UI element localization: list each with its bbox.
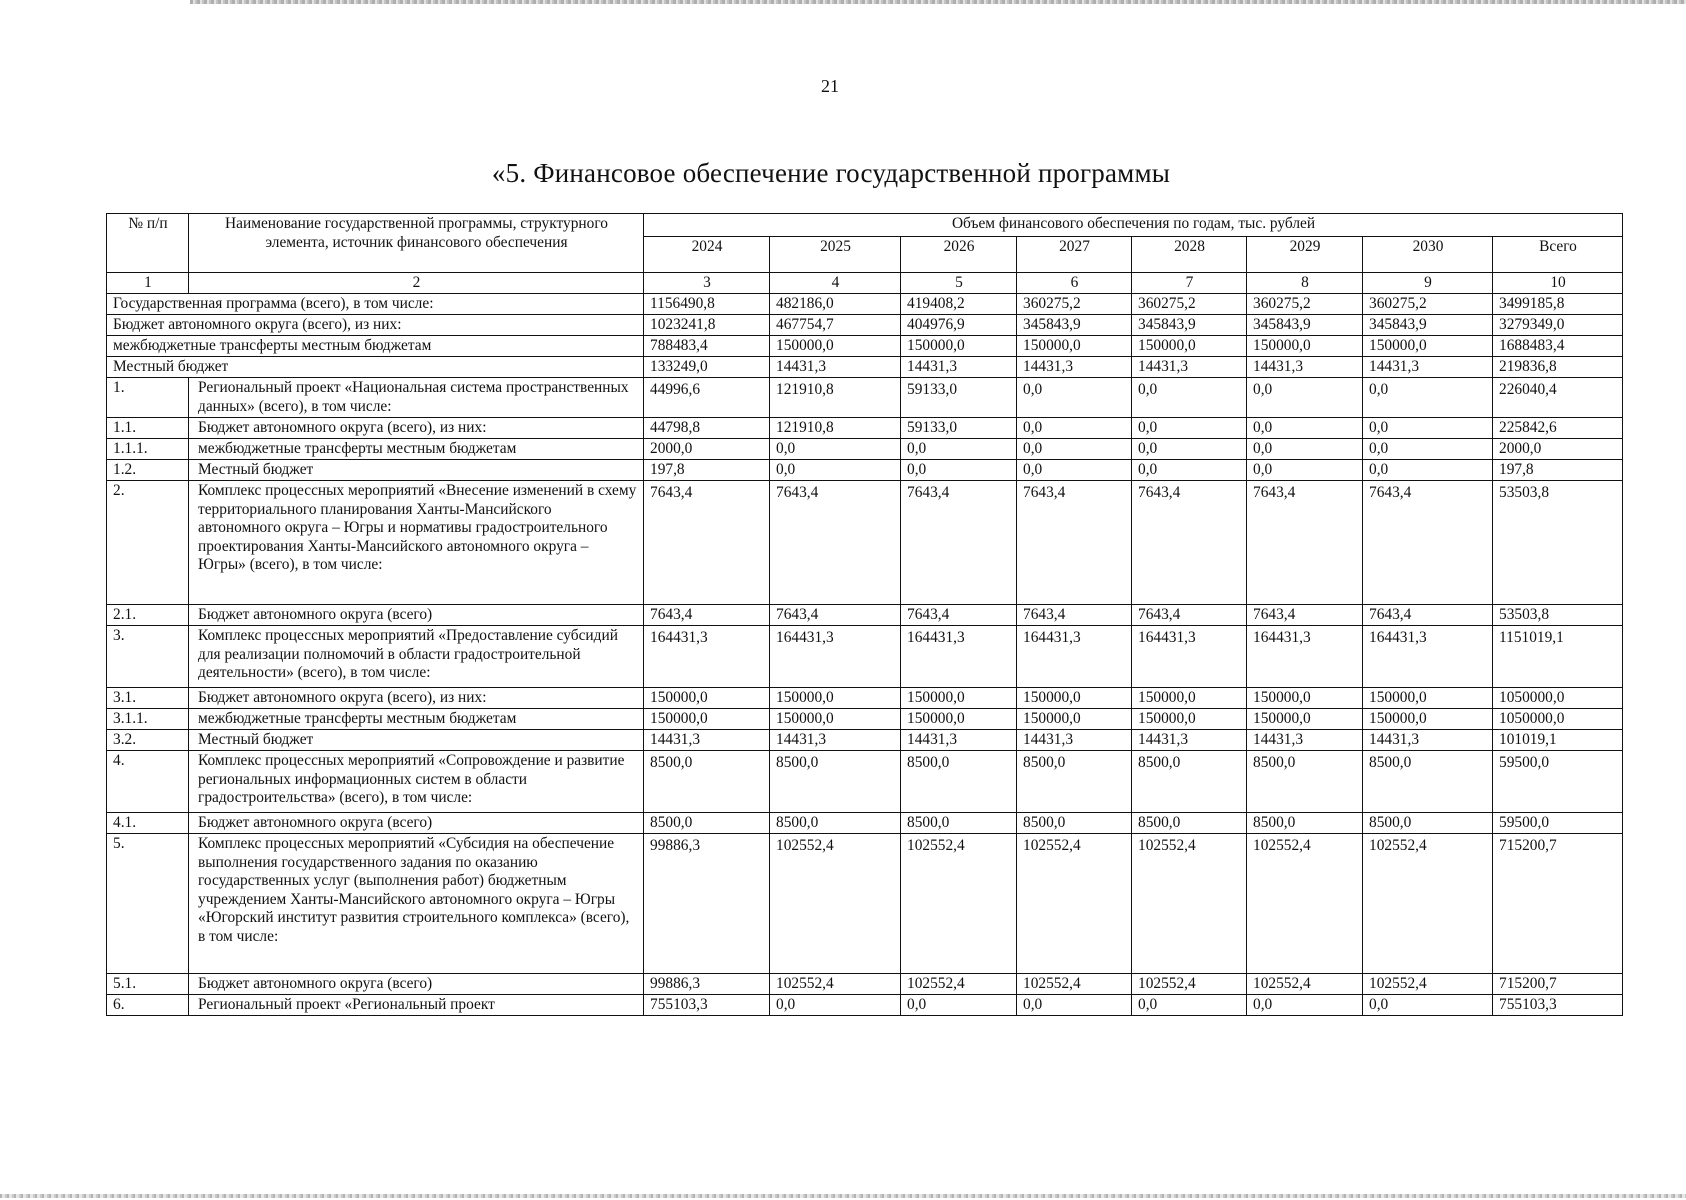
row-name: Комплекс процессных мероприятий «Предоставление субсидий для реализации полномочий в области градостроительной деятельности» (всего), в том числе: xyxy=(189,626,644,688)
row-value: 404976,9 xyxy=(901,315,1017,336)
row-value: 0,0 xyxy=(1017,418,1132,439)
row-value: 8500,0 xyxy=(770,751,901,813)
row-number: 3.2. xyxy=(107,730,189,751)
row-value: 99886,3 xyxy=(644,834,770,974)
row-value: 7643,4 xyxy=(901,605,1017,626)
header-year: 2029 xyxy=(1247,237,1363,273)
row-value: 121910,8 xyxy=(770,418,901,439)
row-value: 8500,0 xyxy=(1247,751,1363,813)
row-value: 0,0 xyxy=(901,995,1017,1016)
row-value: 197,8 xyxy=(644,460,770,481)
row-value: 0,0 xyxy=(1363,995,1493,1016)
row-value: 102552,4 xyxy=(1017,974,1132,995)
row-value: 360275,2 xyxy=(1363,294,1493,315)
row-value: 0,0 xyxy=(770,995,901,1016)
row-value: 0,0 xyxy=(770,439,901,460)
row-value: 7643,4 xyxy=(644,605,770,626)
row-value: 0,0 xyxy=(1132,460,1247,481)
header-volume: Объем финансового обеспечения по годам, тыс. рублей xyxy=(644,214,1623,237)
row-value: 14431,3 xyxy=(1132,357,1247,378)
row-value: 14431,3 xyxy=(1017,357,1132,378)
row-total: 101019,1 xyxy=(1493,730,1623,751)
row-total: 1050000,0 xyxy=(1493,688,1623,709)
scan-edge-top xyxy=(190,0,1686,4)
row-value: 419408,2 xyxy=(901,294,1017,315)
row-number: 2. xyxy=(107,481,189,605)
header-num: № п/п xyxy=(107,214,189,273)
row-value: 102552,4 xyxy=(770,834,901,974)
row-value: 8500,0 xyxy=(1363,751,1493,813)
row-value: 164431,3 xyxy=(901,626,1017,688)
column-index: 8 xyxy=(1247,273,1363,294)
row-name: Местный бюджет xyxy=(107,357,644,378)
row-value: 467754,7 xyxy=(770,315,901,336)
financing-table xyxy=(106,213,1623,1016)
row-total: 715200,7 xyxy=(1493,834,1623,974)
document-title: «5. Финансовое обеспечение государственной программы xyxy=(491,158,1171,188)
row-value: 44996,6 xyxy=(644,378,770,418)
column-index: 4 xyxy=(770,273,901,294)
header-year: 2026 xyxy=(901,237,1017,273)
row-value: 150000,0 xyxy=(644,688,770,709)
row-total: 197,8 xyxy=(1493,460,1623,481)
column-index: 1 xyxy=(107,273,189,294)
row-value: 0,0 xyxy=(901,460,1017,481)
table-row xyxy=(107,336,1623,357)
row-value: 150000,0 xyxy=(1017,688,1132,709)
row-name: Бюджет автономного округа (всего) xyxy=(189,813,644,834)
row-value: 150000,0 xyxy=(644,709,770,730)
row-value: 102552,4 xyxy=(1363,834,1493,974)
row-value: 14431,3 xyxy=(770,730,901,751)
row-value: 102552,4 xyxy=(901,974,1017,995)
row-value: 1023241,8 xyxy=(644,315,770,336)
column-index: 5 xyxy=(901,273,1017,294)
header-year: 2024 xyxy=(644,237,770,273)
row-name: Комплекс процессных мероприятий «Субсидия на обеспечение выполнения государственного задания по оказанию государственных услуг (выполнения работ) бюджетным учреждением Ханты-Мансийского автономного округа – Югры «Югорский институт развития строительного комплекса» (всего), в том числе: xyxy=(189,834,644,974)
row-value: 164431,3 xyxy=(1017,626,1132,688)
row-name: Бюджет автономного округа (всего), из них: xyxy=(107,315,644,336)
header-year: 2027 xyxy=(1017,237,1132,273)
row-number: 3. xyxy=(107,626,189,688)
row-name: Бюджет автономного округа (всего), из них: xyxy=(189,418,644,439)
row-value: 7643,4 xyxy=(1132,481,1247,605)
row-value: 164431,3 xyxy=(1247,626,1363,688)
row-value: 345843,9 xyxy=(1132,315,1247,336)
table-row xyxy=(107,418,1623,439)
table-row xyxy=(107,688,1623,709)
row-total: 2000,0 xyxy=(1493,439,1623,460)
row-value: 150000,0 xyxy=(1247,336,1363,357)
row-total: 3279349,0 xyxy=(1493,315,1623,336)
row-value: 14431,3 xyxy=(1247,357,1363,378)
row-value: 7643,4 xyxy=(1017,481,1132,605)
row-value: 14431,3 xyxy=(1363,357,1493,378)
row-value: 102552,4 xyxy=(1247,974,1363,995)
row-value: 0,0 xyxy=(1247,418,1363,439)
row-value: 150000,0 xyxy=(1363,336,1493,357)
row-number: 4. xyxy=(107,751,189,813)
row-value: 59133,0 xyxy=(901,378,1017,418)
row-number: 6. xyxy=(107,995,189,1016)
row-total: 1688483,4 xyxy=(1493,336,1623,357)
row-total: 59500,0 xyxy=(1493,813,1623,834)
row-value: 0,0 xyxy=(1017,460,1132,481)
row-value: 7643,4 xyxy=(1017,605,1132,626)
row-value: 164431,3 xyxy=(770,626,901,688)
header-total: Всего xyxy=(1493,237,1623,273)
row-number: 5.1. xyxy=(107,974,189,995)
header-year: 2030 xyxy=(1363,237,1493,273)
row-number: 1.1.1. xyxy=(107,439,189,460)
row-value: 482186,0 xyxy=(770,294,901,315)
row-value: 14431,3 xyxy=(1132,730,1247,751)
column-index: 6 xyxy=(1017,273,1132,294)
row-value: 345843,9 xyxy=(1363,315,1493,336)
row-value: 14431,3 xyxy=(1247,730,1363,751)
row-name: межбюджетные трансферты местным бюджетам xyxy=(189,439,644,460)
row-value: 150000,0 xyxy=(770,709,901,730)
row-number: 3.1. xyxy=(107,688,189,709)
row-value: 345843,9 xyxy=(1017,315,1132,336)
row-value: 8500,0 xyxy=(644,813,770,834)
row-value: 102552,4 xyxy=(1132,834,1247,974)
table-row xyxy=(107,460,1623,481)
row-total: 225842,6 xyxy=(1493,418,1623,439)
row-name: Комплекс процессных мероприятий «Внесение изменений в схему территориального планирования Ханты-Мансийского автономного округа – Югры и нормативы градостроительного проектирования Ханты-Мансийского автономного округа – Югры» (всего), в том числе: xyxy=(189,481,644,605)
row-value: 59133,0 xyxy=(901,418,1017,439)
row-value: 0,0 xyxy=(1132,378,1247,418)
table-row xyxy=(107,974,1623,995)
scan-edge-bottom xyxy=(0,1194,1686,1198)
row-value: 8500,0 xyxy=(901,813,1017,834)
table-row xyxy=(107,626,1623,688)
row-value: 7643,4 xyxy=(644,481,770,605)
row-value: 2000,0 xyxy=(644,439,770,460)
table-row xyxy=(107,813,1623,834)
row-name: Бюджет автономного округа (всего), из них: xyxy=(189,688,644,709)
table-row xyxy=(107,751,1623,813)
row-value: 7643,4 xyxy=(901,481,1017,605)
row-value: 150000,0 xyxy=(1247,688,1363,709)
row-value: 14431,3 xyxy=(1017,730,1132,751)
row-value: 150000,0 xyxy=(1017,336,1132,357)
column-index: 10 xyxy=(1493,273,1623,294)
row-value: 0,0 xyxy=(1017,378,1132,418)
row-total: 755103,3 xyxy=(1493,995,1623,1016)
table-row xyxy=(107,294,1623,315)
row-name: Бюджет автономного округа (всего) xyxy=(189,605,644,626)
row-number: 2.1. xyxy=(107,605,189,626)
row-value: 360275,2 xyxy=(1017,294,1132,315)
row-value: 164431,3 xyxy=(1363,626,1493,688)
row-value: 0,0 xyxy=(1017,439,1132,460)
column-index: 2 xyxy=(189,273,644,294)
row-value: 150000,0 xyxy=(1132,336,1247,357)
row-name: межбюджетные трансферты местным бюджетам xyxy=(107,336,644,357)
row-value: 7643,4 xyxy=(1363,605,1493,626)
row-value: 0,0 xyxy=(1132,418,1247,439)
row-value: 14431,3 xyxy=(644,730,770,751)
row-value: 102552,4 xyxy=(770,974,901,995)
row-value: 150000,0 xyxy=(770,336,901,357)
row-name: Региональный проект «Региональный проект xyxy=(189,995,644,1016)
row-number: 3.1.1. xyxy=(107,709,189,730)
row-value: 8500,0 xyxy=(644,751,770,813)
row-value: 360275,2 xyxy=(1132,294,1247,315)
column-index: 9 xyxy=(1363,273,1493,294)
header-year: 2028 xyxy=(1132,237,1247,273)
row-name: Местный бюджет xyxy=(189,460,644,481)
header-name: Наименование государственной программы, структурного элемента, источник финансового обеспечения xyxy=(189,214,644,273)
row-value: 7643,4 xyxy=(1132,605,1247,626)
row-value: 121910,8 xyxy=(770,378,901,418)
row-name: Государственная программа (всего), в том числе: xyxy=(107,294,644,315)
row-value: 8500,0 xyxy=(1247,813,1363,834)
row-total: 59500,0 xyxy=(1493,751,1623,813)
row-number: 1.1. xyxy=(107,418,189,439)
row-value: 8500,0 xyxy=(1017,813,1132,834)
table-row xyxy=(107,730,1623,751)
row-number: 1.2. xyxy=(107,460,189,481)
row-value: 14431,3 xyxy=(901,730,1017,751)
row-value: 102552,4 xyxy=(1363,974,1493,995)
row-number: 1. xyxy=(107,378,189,418)
row-value: 8500,0 xyxy=(1017,751,1132,813)
row-value: 360275,2 xyxy=(1247,294,1363,315)
table-body xyxy=(107,294,1623,1016)
row-value: 150000,0 xyxy=(1363,688,1493,709)
row-value: 0,0 xyxy=(1247,995,1363,1016)
row-value: 345843,9 xyxy=(1247,315,1363,336)
row-value: 0,0 xyxy=(770,460,901,481)
row-number: 5. xyxy=(107,834,189,974)
table-row xyxy=(107,439,1623,460)
row-value: 150000,0 xyxy=(1363,709,1493,730)
page-number: 21 xyxy=(821,76,839,96)
row-value: 102552,4 xyxy=(1017,834,1132,974)
row-value: 150000,0 xyxy=(1017,709,1132,730)
row-total: 53503,8 xyxy=(1493,481,1623,605)
row-value: 164431,3 xyxy=(644,626,770,688)
row-value: 8500,0 xyxy=(770,813,901,834)
header-year: 2025 xyxy=(770,237,901,273)
row-name: Региональный проект «Национальная система пространственных данных» (всего), в том числе: xyxy=(189,378,644,418)
row-value: 8500,0 xyxy=(901,751,1017,813)
row-value: 150000,0 xyxy=(901,688,1017,709)
row-value: 8500,0 xyxy=(1132,751,1247,813)
row-total: 53503,8 xyxy=(1493,605,1623,626)
table-row xyxy=(107,834,1623,974)
row-value: 1156490,8 xyxy=(644,294,770,315)
table-row xyxy=(107,378,1623,418)
row-value: 133249,0 xyxy=(644,357,770,378)
row-value: 44798,8 xyxy=(644,418,770,439)
row-value: 164431,3 xyxy=(1132,626,1247,688)
row-value: 0,0 xyxy=(1363,460,1493,481)
row-value: 102552,4 xyxy=(1132,974,1247,995)
row-value: 14431,3 xyxy=(1363,730,1493,751)
row-value: 0,0 xyxy=(1132,995,1247,1016)
row-name: Бюджет автономного округа (всего) xyxy=(189,974,644,995)
row-value: 0,0 xyxy=(1247,439,1363,460)
table-row xyxy=(107,605,1623,626)
table-row xyxy=(107,481,1623,605)
row-value: 0,0 xyxy=(1132,439,1247,460)
table-row xyxy=(107,315,1623,336)
row-value: 0,0 xyxy=(1363,418,1493,439)
row-value: 14431,3 xyxy=(901,357,1017,378)
row-value: 0,0 xyxy=(1363,378,1493,418)
column-index: 7 xyxy=(1132,273,1247,294)
row-value: 7643,4 xyxy=(770,605,901,626)
row-value: 150000,0 xyxy=(901,709,1017,730)
row-total: 715200,7 xyxy=(1493,974,1623,995)
row-value: 102552,4 xyxy=(901,834,1017,974)
row-value: 7643,4 xyxy=(1363,481,1493,605)
row-value: 150000,0 xyxy=(1132,709,1247,730)
row-value: 8500,0 xyxy=(1363,813,1493,834)
row-value: 150000,0 xyxy=(901,336,1017,357)
row-value: 0,0 xyxy=(1247,460,1363,481)
table-row xyxy=(107,357,1623,378)
row-value: 99886,3 xyxy=(644,974,770,995)
row-value: 0,0 xyxy=(1017,995,1132,1016)
column-index: 3 xyxy=(644,273,770,294)
row-total: 3499185,8 xyxy=(1493,294,1623,315)
row-value: 7643,4 xyxy=(1247,605,1363,626)
row-value: 755103,3 xyxy=(644,995,770,1016)
row-value: 150000,0 xyxy=(1132,688,1247,709)
row-total: 219836,8 xyxy=(1493,357,1623,378)
row-value: 788483,4 xyxy=(644,336,770,357)
row-number: 4.1. xyxy=(107,813,189,834)
row-total: 1050000,0 xyxy=(1493,709,1623,730)
row-value: 14431,3 xyxy=(770,357,901,378)
row-value: 8500,0 xyxy=(1132,813,1247,834)
row-value: 7643,4 xyxy=(1247,481,1363,605)
row-value: 0,0 xyxy=(901,439,1017,460)
row-total: 226040,4 xyxy=(1493,378,1623,418)
table-row xyxy=(107,709,1623,730)
row-total: 1151019,1 xyxy=(1493,626,1623,688)
row-value: 0,0 xyxy=(1247,378,1363,418)
row-name: межбюджетные трансферты местным бюджетам xyxy=(189,709,644,730)
table-row xyxy=(107,995,1623,1016)
row-value: 150000,0 xyxy=(770,688,901,709)
row-value: 102552,4 xyxy=(1247,834,1363,974)
row-value: 150000,0 xyxy=(1247,709,1363,730)
row-value: 7643,4 xyxy=(770,481,901,605)
row-name: Местный бюджет xyxy=(189,730,644,751)
row-value: 0,0 xyxy=(1363,439,1493,460)
row-name: Комплекс процессных мероприятий «Сопровождение и развитие региональных информационных систем в области градостроительства» (всего), в том числе: xyxy=(189,751,644,813)
